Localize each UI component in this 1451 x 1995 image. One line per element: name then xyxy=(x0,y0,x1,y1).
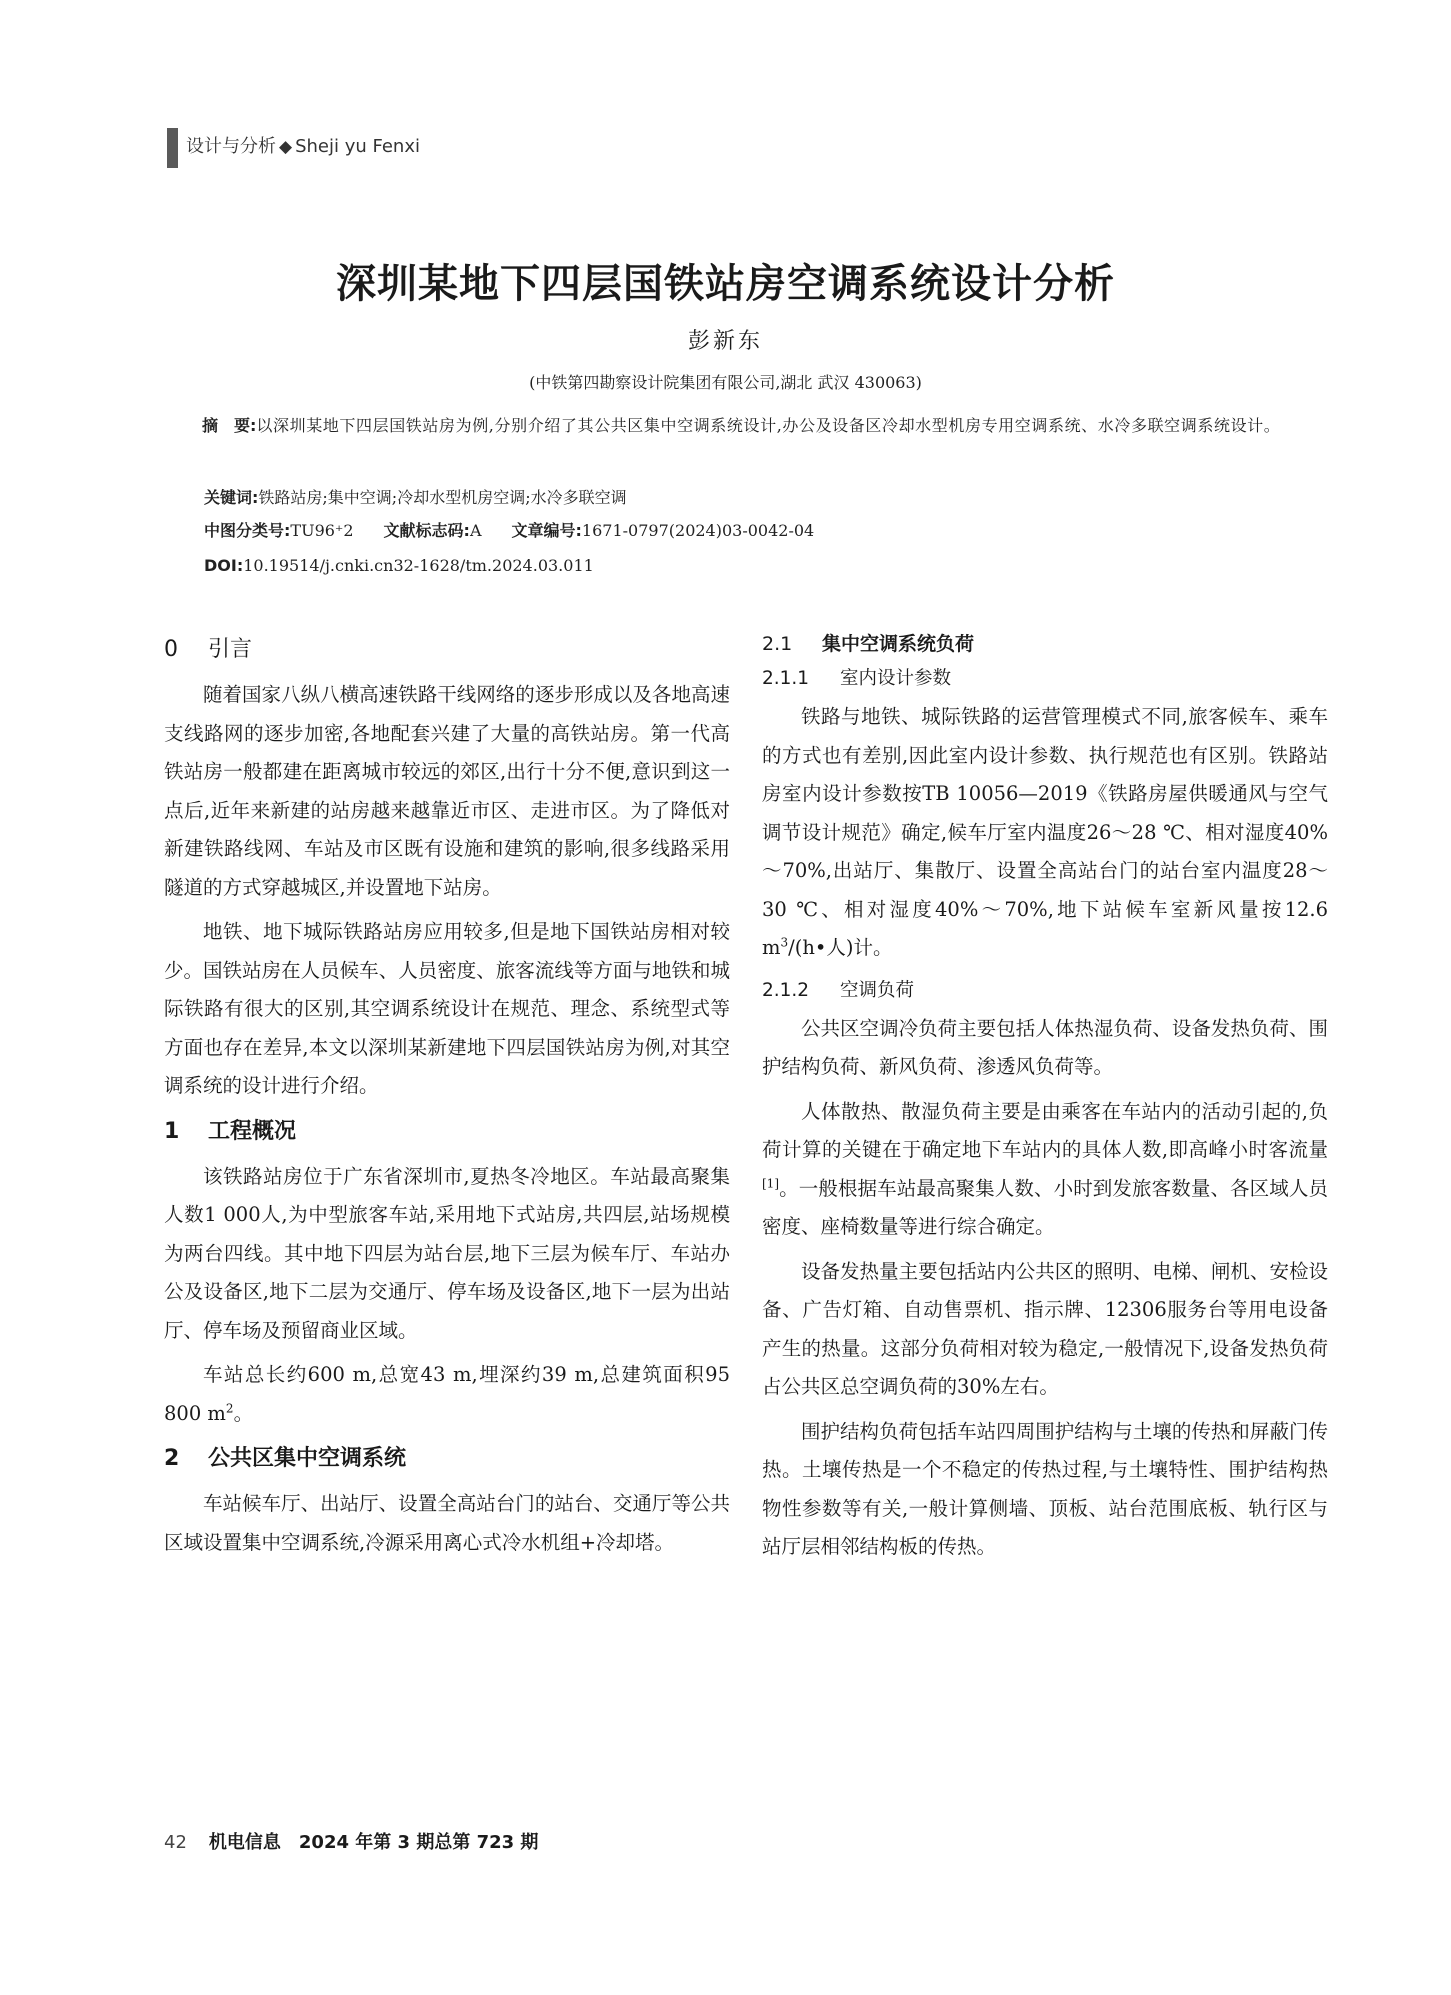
clc-value: TU96⁺2 xyxy=(290,521,354,540)
article-number-value: 1671-0797(2024)03-0042-04 xyxy=(581,521,815,540)
journal-name: 机电信息 xyxy=(208,1832,281,1853)
paragraph: 车站总长约600 m,总宽43 m,埋深约39 m,总建筑面积95 800 $m^2$。 xyxy=(164,1363,730,1425)
left-column xyxy=(164,628,730,1568)
keywords xyxy=(204,482,1364,514)
article-title: 深圳某地下四层国铁站房空调系统设计分析 xyxy=(336,261,1115,307)
paragraph: 该铁路站房位于广东省深圳市,夏热冬冷地区。车站最高聚集人数1 000人,为中型旅客车站,采用地下式站房,共四层,站场规模为两台四线。其中地下四层为站台层,地下三层为候车厅、车站办公及设备区,地下二层为交通厅、停车场及设备区,地下一层为出站厅、停车场及预留商业区域。 xyxy=(164,1164,730,1342)
paragraph: 围护结构负荷包括车站四周围护结构与土壤的传热和屏蔽门传热。土壤传热是一个不稳定的传热过程,与土壤特性、围护结构热物性参数等有关,一般计算侧墙、顶板、站台范围底板、轨行区与站厅层相邻结构板的传热。 xyxy=(762,1419,1328,1558)
paragraph: 人体散热、散湿负荷主要是由乘客在车站内的活动引起的,负荷计算的关键在于确定地下车站内的具体人数,即高峰小时客流量[1]。一般根据车站最高聚集人数、小时到发旅客数量、各区域人员密度、座椅数量等进行综合确定。 xyxy=(762,1099,1328,1238)
article-number-label: 文章编号: xyxy=(511,521,582,540)
section-heading-0: 0 引言 xyxy=(164,637,253,662)
running-header xyxy=(186,132,420,162)
paragraph: 公共区空调冷负荷主要包括人体热湿负荷、设备发热负荷、围护结构负荷、新风负荷、渗透风负荷等。 xyxy=(762,1016,1328,1078)
section-name-en: Sheji yu Fenxi xyxy=(295,136,420,157)
section-name-cn: 设计与分析 xyxy=(186,136,276,157)
subsubsection-heading-2-1-2: 2.1.2 空调负荷 xyxy=(762,979,915,1001)
doi-label: DOI: xyxy=(204,556,244,575)
paragraph: 随着国家八纵八横高速铁路干线网络的逐步形成以及各地高速支线路网的逐步加密,各地配套兴建了大量的高铁站房。第一代高铁站房一般都建在距离城市较远的郊区,出行十分不便,意识到这一点后,近年来新建的站房越来越靠近市区、走进市区。为了降低对新建铁路线网、车站及市区既有设施和建筑的影响,很多线路采用隧道的方式穿越城区,并设置地下站房。 xyxy=(164,683,730,899)
section-heading-2: 2 公共区集中空调系统 xyxy=(164,1446,407,1471)
subsection-heading-2-1: 2.1 集中空调系统负荷 xyxy=(762,633,975,655)
author-affiliation: (中铁第四勘察设计院集团有限公司,湖北 武汉 430063) xyxy=(529,373,922,392)
paragraph: 地铁、地下城际铁路站房应用较多,但是地下国铁站房相对较少。国铁站房在人员候车、人员密度、旅客流线等方面与地铁和城际铁路有很大的区别,其空调系统设计在规范、理念、系统型式等方面也存在差异,本文以深圳某新建地下四层国铁站房为例,对其空调系统的设计进行介绍。 xyxy=(164,920,730,1097)
citation-link[interactable]: [1] xyxy=(762,1176,779,1190)
section-marker-bar xyxy=(167,128,178,168)
issue-info: 2024 年第 3 期总第 723 期 xyxy=(298,1832,539,1853)
page-number: 42 xyxy=(164,1832,187,1853)
keywords-label: 关键词: xyxy=(204,488,259,507)
doc-code-label: 文献标志码: xyxy=(383,521,470,540)
clc-label: 中图分类号: xyxy=(204,521,291,540)
section-heading-1: 1 工程概况 xyxy=(164,1118,297,1144)
diamond-icon: ◆ xyxy=(279,137,293,157)
author-name: 彭新东 xyxy=(687,329,763,354)
paragraph: 设备发热量主要包括站内公共区的照明、电梯、闸机、安检设备、广告灯箱、自动售票机、指示牌、12306服务台等用电设备产生的热量。这部分负荷相对较为稳定,一般情况下,设备发热负荷占公共区总空调负荷的30%左右。 xyxy=(762,1259,1328,1398)
paragraph: 车站候车厅、出站厅、设置全高站台门的站台、交通厅等公共区域设置集中空调系统,冷源采用离心式冷水机组+冷却塔。 xyxy=(164,1492,730,1554)
abstract-text: 以深圳某地下四层国铁站房为例,分别介绍了其公共区集中空调系统设计,办公及设备区冷却水型机房专用空调系统、水冷多联空调系统设计。 xyxy=(256,416,1281,435)
doi-line xyxy=(204,550,1364,582)
paragraph: 铁路与地铁、城际铁路的运营管理模式不同,旅客候车、乘车的方式也有差别,因此室内设计参数、执行规范也有区别。铁路站房室内设计参数按TB 10056—2019《铁路房屋供暖通风与空气调节设计规范》确定,候车厅室内温度26～28 ℃、相对湿度40%～70%,出站厅、集散厅、设置全高站台门的站台室内温度28～30 ℃、相对湿度40%～70%,地下站候车室新风量按12.6 $m^3/(h•$人)计。 xyxy=(762,705,1328,959)
doi-link[interactable]: 10.19514/j.cnki.cn32-1628/tm.2024.03.011 xyxy=(243,556,594,575)
subsubsection-heading-2-1-1: 2.1.1 室内设计参数 xyxy=(762,668,952,689)
keywords-text: 铁路站房;集中空调;冷却水型机房空调;水冷多联空调 xyxy=(258,488,627,507)
abstract-label: 摘 要: xyxy=(202,416,257,435)
doc-code-value: A xyxy=(469,521,482,540)
right-column xyxy=(762,628,1328,1573)
page-footer xyxy=(164,1828,538,1858)
classification-line xyxy=(204,515,1364,547)
abstract xyxy=(166,410,1326,442)
